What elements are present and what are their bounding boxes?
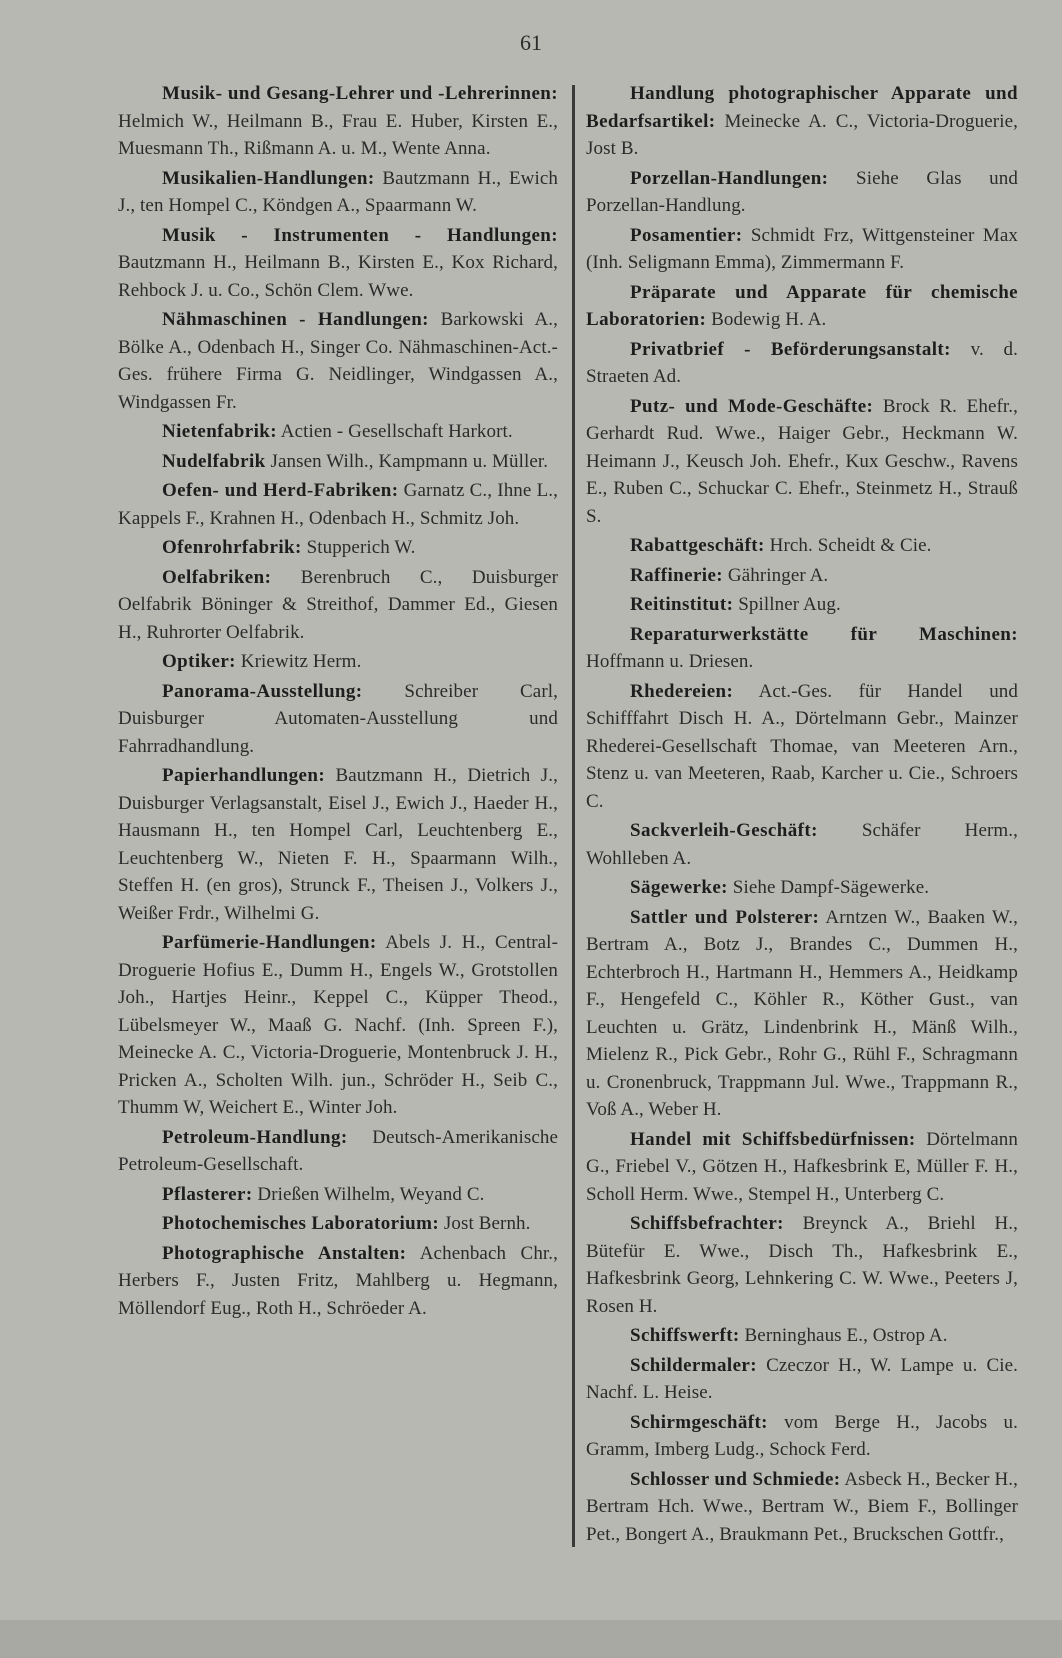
entry-text: Siehe Glas und Porzellan-Handlung. [586,167,1018,216]
directory-entry [586,532,1018,560]
directory-entry [586,1352,1018,1407]
directory-entry [586,165,1018,220]
entry-text: Arntzen W., Baaken W., Bertram A., Botz J., Brandes C., Dummen H., Echterbroch H., Hartmann H., Hemmers A., Heidkamp F., Hengefeld C., Köhler R., Köther Gust., van Leuchten u. Grätz, Lindenbrink H., Mänß Wilh., Mielenz R., Pick Gebr., Rohr G., Rühl F., Schragmann u. Cronenbruck, Trappmann Jul. Wwe., Trappmann R., Voß A., Weber H. [586,906,1018,1120]
directory-entry [118,418,558,446]
directory-entry [586,1466,1018,1549]
entry-text: Berenbruch C., Duisburger Oelfabrik Böninger & Streithof, Dammer Ed., Giesen H., Ruhrorter Oelfabrik. [118,566,559,643]
entry-heading: Nähmaschinen - Handlungen: [162,309,429,330]
entry-text: Schäfer Herm., Wohlleben A. [586,820,1018,869]
entry-text: Siehe Dampf-Sägewerke. [732,877,930,898]
left-column [118,80,558,1324]
entry-heading: Schlosser und Schmiede: [630,1468,841,1490]
entry-heading: Ofenrohrfabrik: [162,537,302,558]
entry-heading: Musik- und Gesang-Lehrer und -Lehrerinnen: [162,83,558,104]
entry-heading: Raffinerie: [630,564,724,586]
entry-heading: Reparaturwerkstätte für Maschinen: [630,623,1018,645]
entry-heading: Rabattgeschäft: [630,535,765,556]
entry-heading: Sackverleih-Geschäft: [630,820,818,841]
directory-entry [118,564,558,647]
directory-entry [118,929,558,1122]
entry-text: Deutsch-Amerikanische Petroleum-Gesellschaft. [118,1126,558,1175]
entry-heading: Pflasterer: [162,1183,253,1205]
directory-entry [586,591,1018,619]
directory-entry [118,448,558,476]
entry-heading: Panorama-Ausstellung: [162,680,363,702]
entry-heading: Optiker: [162,651,236,672]
entry-text: vom Berge H., Jacobs u. Gramm, Imberg Ludg., Schock Ferd. [586,1411,1018,1460]
entry-heading: Oelfabriken: [162,566,272,588]
entry-heading: Photographische Anstalten: [162,1242,407,1264]
entry-text: Bautzmann H., Dietrich J., Duisburger Verlagsanstalt, Eisel J., Ewich J., Haeder H., Hausmann H., ten Hompel Carl, Leuchtenberg E., Leuchtenberg W., Nieten F. H., Spaarmann Wilh., Steffen H. (en gros), Strunck F., Theisen J., Volkers J., Weißer Frdr., Wilhelmi G. [118,765,558,924]
entry-text: Hoffmann u. Driesen. [586,651,754,672]
directory-entry [586,1126,1018,1209]
directory-entry [586,874,1018,902]
entry-text: Schreiber Carl, Duisburger Automaten-Ausstellung und Fahrradhandlung. [118,680,558,757]
entry-heading: Schiffswerft: [630,1325,740,1346]
directory-entry [586,336,1018,391]
entry-text: Dörtelmann G., Friebel V., Götzen H., Hafkesbrink E, Müller F. H., Scholl Herm. Wwe., Stempel H., Unterberg C. [586,1128,1018,1205]
entry-heading: Handlung photographischer Apparate und Bedarfsartikel: [586,83,1018,132]
directory-entry [118,222,558,305]
entry-text: Jansen Wilh., Kampmann u. Müller. [270,450,549,472]
entry-heading: Schirmgeschäft: [630,1411,768,1433]
entry-text: Berninghaus E., Ostrop A. [744,1325,948,1346]
directory-entry [586,222,1018,277]
entry-heading: Putz- und Mode-Geschäfte: [630,395,874,417]
page-bottom-edge [0,1620,1062,1658]
directory-entry [586,678,1018,816]
entry-text: Brock R. Ehefr., Gerhardt Rud. Wwe., Haiger Gebr., Heckmann W. Heimann J., Keusch Joh. Ehefr., Kux Geschw., Ravens E., Ruben C., Schuckar C. Ehefr., Steinmetz H., Strauß S. [586,395,1018,527]
entry-heading: Musik - Instrumenten - Handlungen: [162,224,558,246]
entry-text: Czeczor H., W. Lampe u. Cie. Nachf. L. Heise. [586,1354,1018,1403]
entry-heading: Musikalien-Handlungen: [162,167,375,189]
entry-text: Drießen Wilhelm, Weyand C. [257,1183,485,1205]
entry-heading: Oefen- und Herd-Fabriken: [162,480,399,501]
directory-entry [118,534,558,562]
entry-heading: Schiffsbefrachter: [630,1213,784,1234]
entry-text: Hrch. Scheidt & Cie. [769,535,932,556]
entry-heading: Photochemisches Laboratorium: [162,1213,440,1234]
directory-entry [586,1409,1018,1464]
directory-entry [118,306,558,416]
entry-text: Abels J. H., Central-Droguerie Hofius E., Dumm H., Engels W., Grotstollen Joh., Hartjes Heinr., Keppel C., Küpper Theod., Lübelsmeyer W., Maaß G. Nachf. (Inh. Spreen F.), Meinecke A. C., Victoria-Droguerie, Montenbruck J. H., Pricken A., Scholten Wilh. jun., Schröder H., Seib C., Thumm W, Weichert E., Winter Joh. [118,932,558,1118]
entry-heading: Porzellan-Handlungen: [630,167,829,189]
directory-entry [118,477,558,532]
directory-entry [586,279,1018,334]
entry-text: Spillner Aug. [738,594,841,615]
directory-entry [118,1124,558,1179]
entry-text: Jost Bernh. [443,1213,531,1234]
entry-text: Achenbach Chr., Herbers F., Justen Fritz, Mahlberg u. Hegmann, Möllendorf Eug., Roth H., Schröeder A. [118,1242,558,1319]
directory-entry [118,1181,558,1209]
entry-text: Act.-Ges. für Handel und Schifffahrt Disch H. A., Dörtelmann Gebr., Mainzer Rhederei-Gesellschaft Thomae, van Meeteren Arn., Stenz u. van Meeteren, Raab, Karcher u. Cie., Schroers C. [586,680,1018,812]
entry-text: Bautzmann H., Ewich J., ten Hompel C., Köndgen A., Spaarmann W. [118,167,558,216]
directory-entry [118,165,558,220]
entry-text: Schmidt Frz, Wittgensteiner Max (Inh. Seligmann Emma), Zimmermann F. [586,224,1018,273]
entry-heading: Parfümerie-Handlungen: [162,932,377,953]
directory-entry [586,904,1018,1124]
directory-entry [118,1240,558,1323]
entry-text: Bautzmann H., Heilmann B., Kirsten E., Kox Richard, Rehbock J. u. Co., Schön Clem. Wwe. [118,252,558,301]
entry-text: v. d. Straeten Ad. [586,338,1018,387]
entry-heading: Sattler und Polsterer: [630,906,820,928]
right-column [586,80,1018,1550]
entry-heading: Sägewerke: [630,877,728,898]
directory-entry [586,1210,1018,1320]
entry-heading: Posamentier: [630,224,743,246]
entry-text: Garnatz C., Ihne L., Kappels F., Krahnen H., Odenbach H., Schmitz Joh. [118,480,558,529]
page-number: 61 [520,30,542,55]
directory-entry [586,621,1018,676]
directory-entry [586,562,1018,590]
entry-heading: Nietenfabrik: [162,421,277,442]
entry-heading: Schildermaler: [630,1354,757,1376]
entry-text: Breynck A., Briehl H., Bütefür E. Wwe., Disch Th., Hafkesbrink E., Hafkesbrink Georg, Lehnkering C. W. Wwe., Peeters J, Rosen H. [586,1213,1018,1317]
directory-entry [118,678,558,761]
directory-entry [118,80,558,163]
entry-heading: Rhedereien: [630,680,734,702]
directory-entry [586,393,1018,531]
column-divider [572,85,575,1547]
entry-heading: Nudelfabrik [162,450,266,472]
entry-text: Asbeck H., Becker H., Bertram Hch. Wwe., Bertram W., Biem F., Bollinger Pet., Bongert A., Braukmann Pet., Bruckschen Gottfr., [586,1468,1018,1545]
entry-heading: Privatbrief - Beförderungsanstalt: [630,338,951,360]
entry-text: Kriewitz Herm. [240,651,362,672]
directory-entry [586,1322,1018,1350]
entry-heading: Reitinstitut: [630,594,734,615]
entry-heading: Petroleum-Handlung: [162,1126,348,1148]
entry-heading: Handel mit Schiffsbedürfnissen: [630,1128,916,1150]
directory-entry [586,817,1018,872]
entry-heading: Präparate und Apparate für chemische Laboratorien: [586,281,1018,330]
entry-text: Actien - Gesellschaft Harkort. [280,421,513,442]
entry-text: Meinecke A. C., Victoria-Droguerie, Jost B. [586,110,1018,159]
entry-text: Helmich W., Heilmann B., Frau E. Huber, Kirsten E., Muesmann Th., Rißmann A. u. M., Wente Anna. [118,110,558,159]
entry-text: Barkowski A., Bölke A., Odenbach H., Singer Co. Nähmaschinen-Act.-Ges. frühere Firma G. Neidlinger, Windgassen A., Windgassen Fr. [118,309,558,413]
directory-entry [586,80,1018,163]
entry-text: Bodewig H. A. [711,309,827,330]
directory-entry [118,648,558,676]
entry-heading: Papierhandlungen: [162,765,326,786]
directory-entry [118,762,558,927]
entry-text: Gähringer A. [727,564,829,586]
entry-text: Stupperich W. [306,537,416,558]
directory-entry [118,1210,558,1238]
